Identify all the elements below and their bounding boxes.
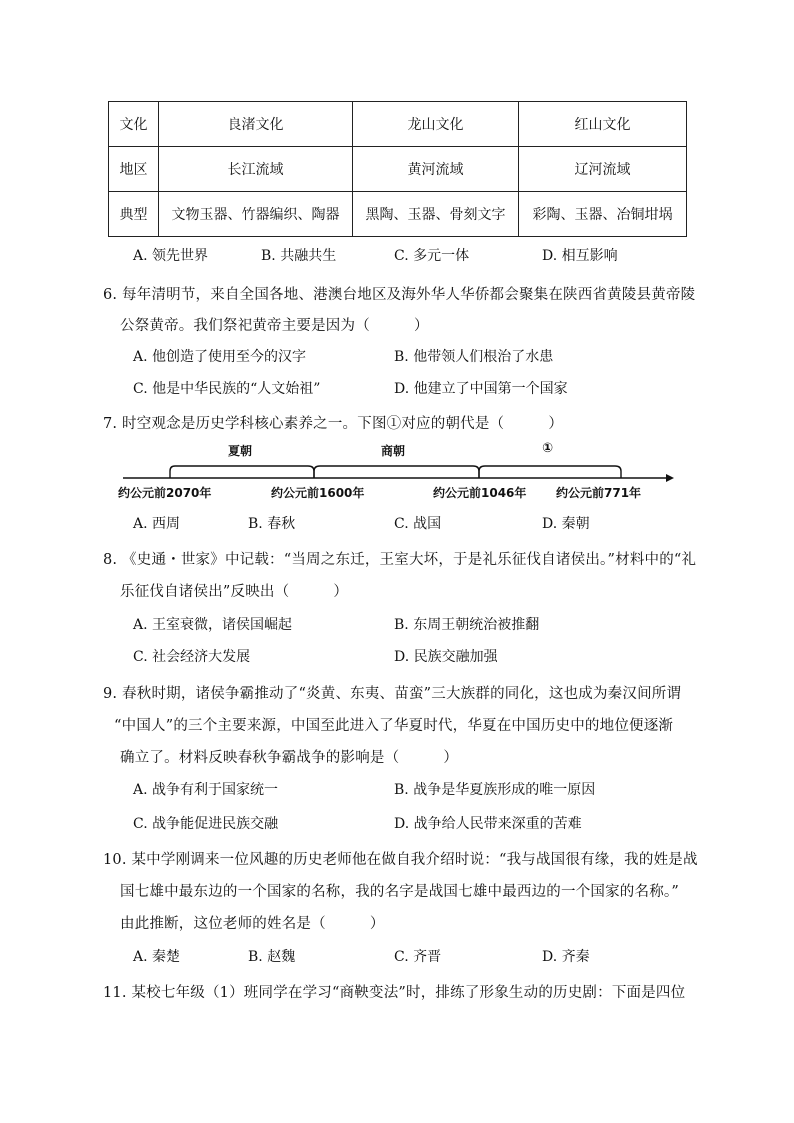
q8-option-d[interactable]: D. 民族交融加强 <box>394 649 498 665</box>
timeline-era-xia: 夏朝 <box>228 444 253 458</box>
q10-option-d[interactable]: D. 齐秦 <box>542 949 590 965</box>
q9-option-c[interactable]: C. 战争能促进民族交融 <box>133 816 279 832</box>
timeline-date-771: 约公元前771年 <box>556 486 642 500</box>
table-row <box>109 192 687 237</box>
q6-stem-line2: 公祭黄帝。我们祭祀黄帝主要是因为（ ） <box>120 318 429 334</box>
q10-stem-line3: 由此推断，这位老师的姓名是（ ） <box>120 916 385 932</box>
q6-stem-line1: 6. 每年清明节，来自全国各地、港澳台地区及海外华人华侨都会聚集在陕西省黄陵县黄帝陵 <box>103 287 696 303</box>
q8-option-c[interactable]: C. 社会经济大发展 <box>133 649 251 665</box>
timeline-era-shang: 商朝 <box>381 444 406 458</box>
q9-stem-line3: 确立了。材料反映春秋争霸战争的影响是（ ） <box>120 750 459 766</box>
q9-stem-line1: 9. 春秋时期，诸侯争霸推动了“炎黄、东夷、苗蛮”三大族群的同化，这也成为秦汉间所谓 <box>103 686 682 702</box>
xia-bracket <box>170 466 314 478</box>
q6-option-b[interactable]: B. 他带领人们根治了水患 <box>394 349 554 365</box>
table-cell: 典型 <box>109 192 159 237</box>
table-row <box>109 102 687 147</box>
q10-stem-line1: 10. 某中学刚调来一位风趣的历史老师他在做自我介绍时说：“我与战国很有缘，我的姓是战 <box>103 852 698 868</box>
q8-stem-line1: 8. 《史通・世家》中记载：“当周之东迁，王室大坏，于是礼乐征伐自诸侯出。”材料中的“礼 <box>103 552 697 568</box>
q9-option-b[interactable]: B. 战争是华夏族形成的唯一原因 <box>394 782 596 798</box>
q7-stem: 7. 时空观念是历史学科核心素养之一。下图①对应的朝代是（ ） <box>103 416 564 432</box>
q8-option-b[interactable]: B. 东周王朝统治被推翻 <box>394 617 540 633</box>
timeline-arrow-icon <box>666 474 674 482</box>
q7-option-b[interactable]: B. 春秋 <box>248 516 296 532</box>
q10-option-b[interactable]: B. 赵魏 <box>248 949 296 965</box>
q7-option-a[interactable]: A. 西周 <box>133 516 181 532</box>
q9-stem-line2: “中国人”的三个主要来源，中国至此进入了华夏时代，华夏在中国历史中的地位便逐渐 <box>114 718 674 734</box>
q10-stem-line2: 国七雄中最东边的一个国家的名称，我的名字是战国七雄中最西边的一个国家的名称。” <box>120 884 679 900</box>
table-cell: 红山文化 <box>519 102 687 147</box>
shang-bracket <box>314 466 479 478</box>
q5-option-b[interactable]: B. 共融共生 <box>261 248 337 264</box>
era1-bracket <box>479 466 621 478</box>
table-cell: 黑陶、玉器、骨刻文字 <box>353 192 519 237</box>
q10-option-a[interactable]: A. 秦楚 <box>133 949 181 965</box>
table-cell: 龙山文化 <box>353 102 519 147</box>
q11-stem-line1: 11. 某校七年级（1）班同学在学习“商鞅变法”时，排练了形象生动的历史剧：下面是四位 <box>103 985 686 1001</box>
q6-option-c[interactable]: C. 他是中华民族的“人文始祖” <box>133 381 321 397</box>
q8-option-a[interactable]: A. 王室衰微，诸侯国崛起 <box>133 617 293 633</box>
q10-option-c[interactable]: C. 齐晋 <box>394 949 442 965</box>
q8-stem-line2: 乐征伐自诸侯出”反映出（ ） <box>120 584 349 600</box>
table-cell: 辽河流域 <box>519 147 687 192</box>
q5-option-c[interactable]: C. 多元一体 <box>394 248 470 264</box>
dynasty-timeline <box>118 438 678 502</box>
table-row <box>109 147 687 192</box>
q6-option-d[interactable]: D. 他建立了中国第一个国家 <box>394 381 568 397</box>
q5-option-a[interactable]: A. 领先世界 <box>133 248 209 264</box>
q5-option-d[interactable]: D. 相互影响 <box>542 248 618 264</box>
timeline-date-1046: 约公元前1046年 <box>433 486 527 500</box>
q7-option-d[interactable]: D. 秦朝 <box>542 516 590 532</box>
table-cell: 文化 <box>109 102 159 147</box>
q9-option-d[interactable]: D. 战争给人民带来深重的苦难 <box>394 816 582 832</box>
table-cell: 地区 <box>109 147 159 192</box>
q9-option-a[interactable]: A. 战争有利于国家统一 <box>133 782 279 798</box>
timeline-date-2070: 约公元前2070年 <box>118 486 212 500</box>
q6-option-a[interactable]: A. 他创造了使用至今的汉字 <box>133 349 307 365</box>
q7-option-c[interactable]: C. 战国 <box>394 516 442 532</box>
culture-table <box>108 101 687 237</box>
timeline-date-1600: 约公元前1600年 <box>271 486 365 500</box>
table-cell: 黄河流域 <box>353 147 519 192</box>
table-cell: 良渚文化 <box>159 102 353 147</box>
table-cell: 文物玉器、竹器编织、陶器 <box>159 192 353 237</box>
table-cell: 长江流域 <box>159 147 353 192</box>
timeline-era-circle1: ① <box>542 441 554 456</box>
table-cell: 彩陶、玉器、冶铜坩埚 <box>519 192 687 237</box>
